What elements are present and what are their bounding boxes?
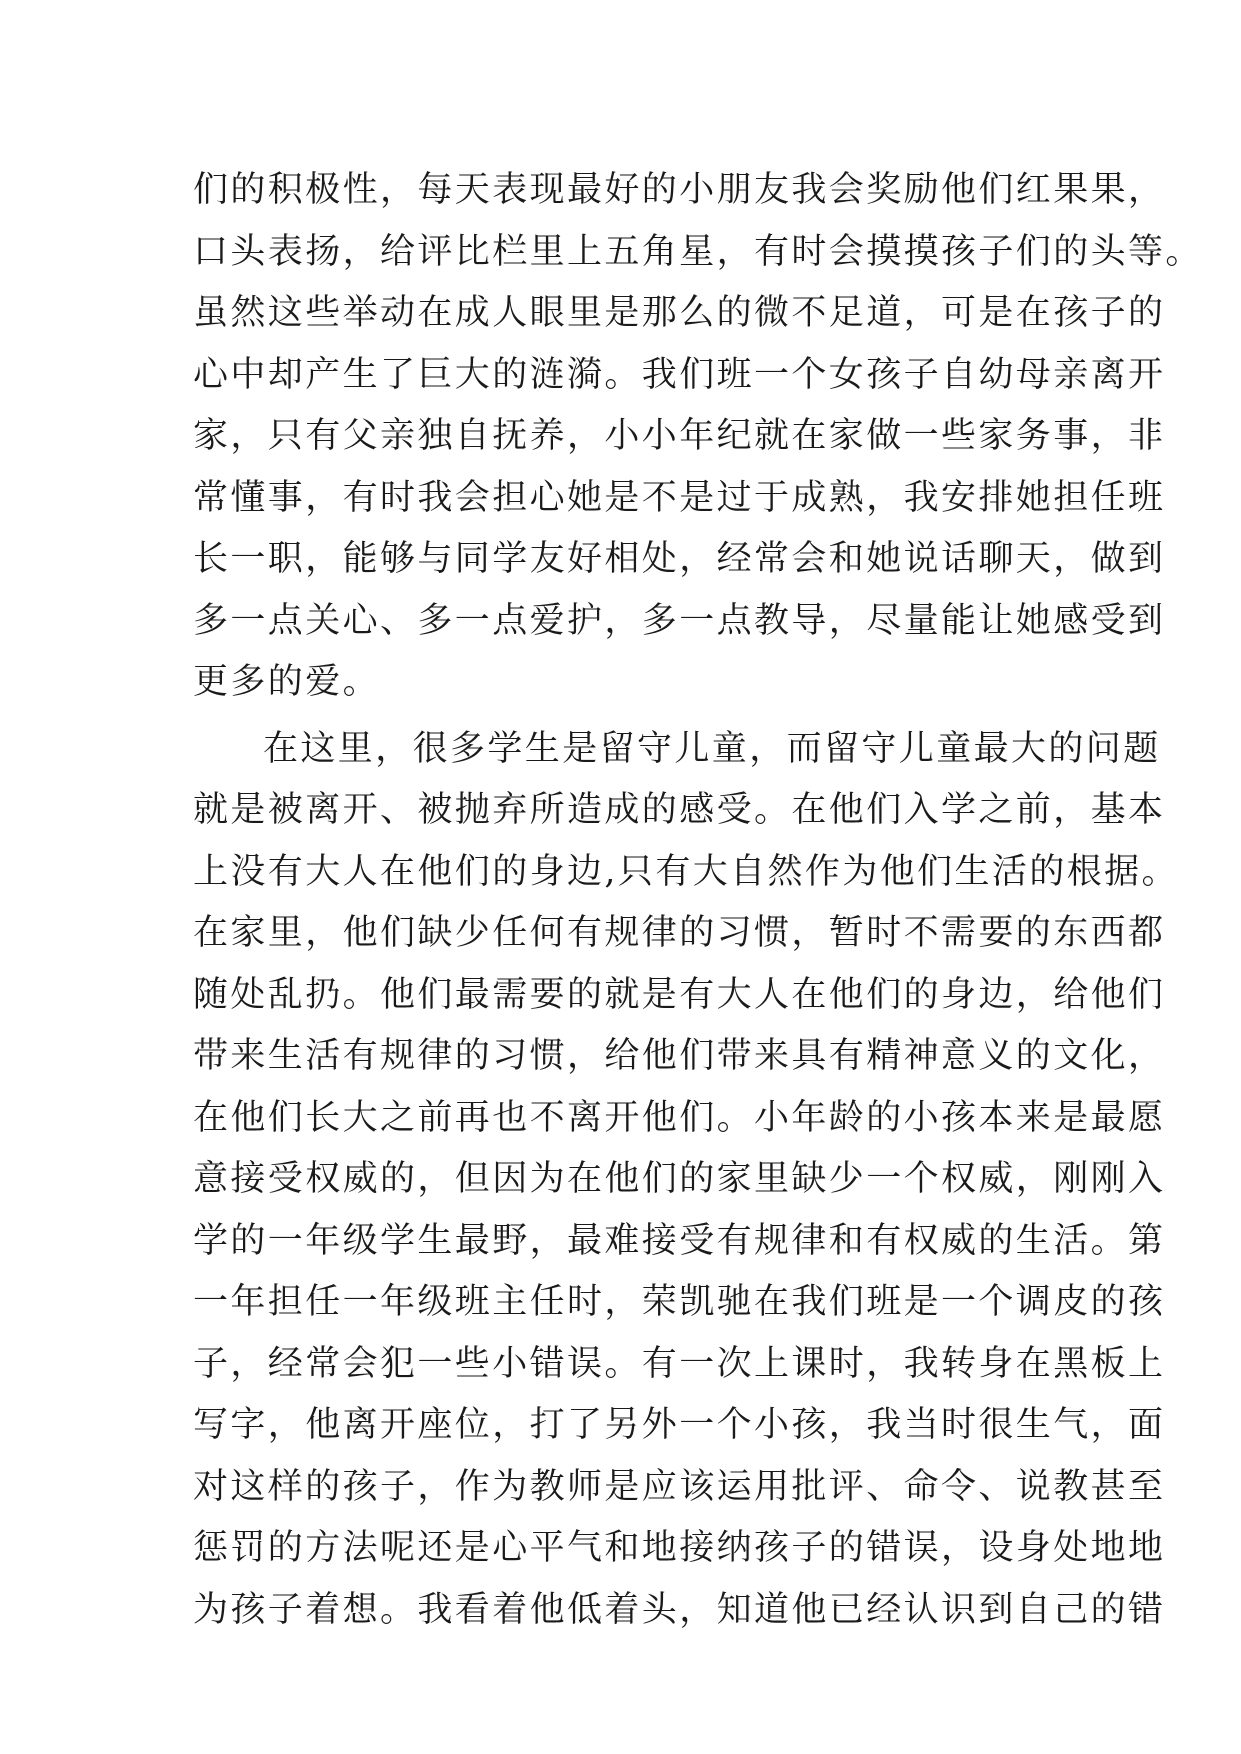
text-line: 带来生活有规律的习惯，给他们带来具有精神意义的文化， bbox=[193, 1036, 1166, 1076]
text-line: 随处乱扔。他们最需要的就是有大人在他们的身边，给他们 bbox=[193, 974, 1166, 1015]
text-line: 家，只有父亲独自抚养，小小年纪就在家做一些家务事，非 bbox=[193, 416, 1166, 456]
paragraph-2 bbox=[193, 719, 1179, 1642]
text-line: 口头表扬，给评比栏里上五角星，有时会摸摸孩子们的头等。 bbox=[193, 231, 1203, 272]
text-line: 写字，他离开座位，打了另外一个小孩，我当时很生气，面 bbox=[193, 1405, 1166, 1445]
text-line: 为孩子着想。我看着他低着头，知道他已经认识到自己的错 bbox=[193, 1589, 1166, 1630]
text-line: 上没有大人在他们的身边,只有大自然作为他们生活的根据。 bbox=[193, 851, 1179, 892]
text-line: 惩罚的方法呢还是心平气和地接纳孩子的错误，设身处地地 bbox=[193, 1528, 1166, 1568]
text-line: 常懂事，有时我会担心她是不是过于成熟，我安排她担任班 bbox=[193, 477, 1166, 518]
text-line: 子，经常会犯一些小错误。有一次上课时，我转身在黑板上 bbox=[193, 1343, 1166, 1384]
text-line: 虽然这些举动在成人眼里是那么的微不足道，可是在孩子的 bbox=[193, 293, 1166, 333]
text-line: 们的积极性，每天表现最好的小朋友我会奖励他们红果果， bbox=[193, 170, 1166, 210]
text-line: 就是被离开、被抛弃所造成的感受。在他们入学之前，基本 bbox=[193, 790, 1166, 830]
text-line: 长一职，能够与同学友好相处，经常会和她说话聊天，做到 bbox=[193, 539, 1166, 579]
text-line: 多一点关心、多一点爱护，多一点教导，尽量能让她感受到 bbox=[193, 600, 1166, 641]
paragraph-1 bbox=[193, 160, 1203, 714]
text-line: 在他们长大之前再也不离开他们。小年龄的小孩本来是最愿 bbox=[193, 1097, 1166, 1138]
document-body bbox=[193, 160, 1203, 1641]
text-line-indented: 在这里，很多学生是留守儿童，而留守儿童最大的问题 bbox=[263, 728, 1161, 769]
text-line: 心中却产生了巨大的涟漪。我们班一个女孩子自幼母亲离开 bbox=[193, 354, 1166, 395]
text-line: 更多的爱。 bbox=[193, 662, 381, 702]
text-line: 对这样的孩子，作为教师是应该运用批评、命令、说教甚至 bbox=[193, 1466, 1166, 1507]
text-line: 一年担任一年级班主任时，荣凯驰在我们班是一个调皮的孩 bbox=[193, 1282, 1166, 1322]
text-line: 学的一年级学生最野，最难接受有规律和有权威的生活。第 bbox=[193, 1220, 1166, 1261]
text-line: 意接受权威的，但因为在他们的家里缺少一个权威，刚刚入 bbox=[193, 1159, 1166, 1199]
text-line: 在家里，他们缺少任何有规律的习惯，暂时不需要的东西都 bbox=[193, 913, 1166, 953]
